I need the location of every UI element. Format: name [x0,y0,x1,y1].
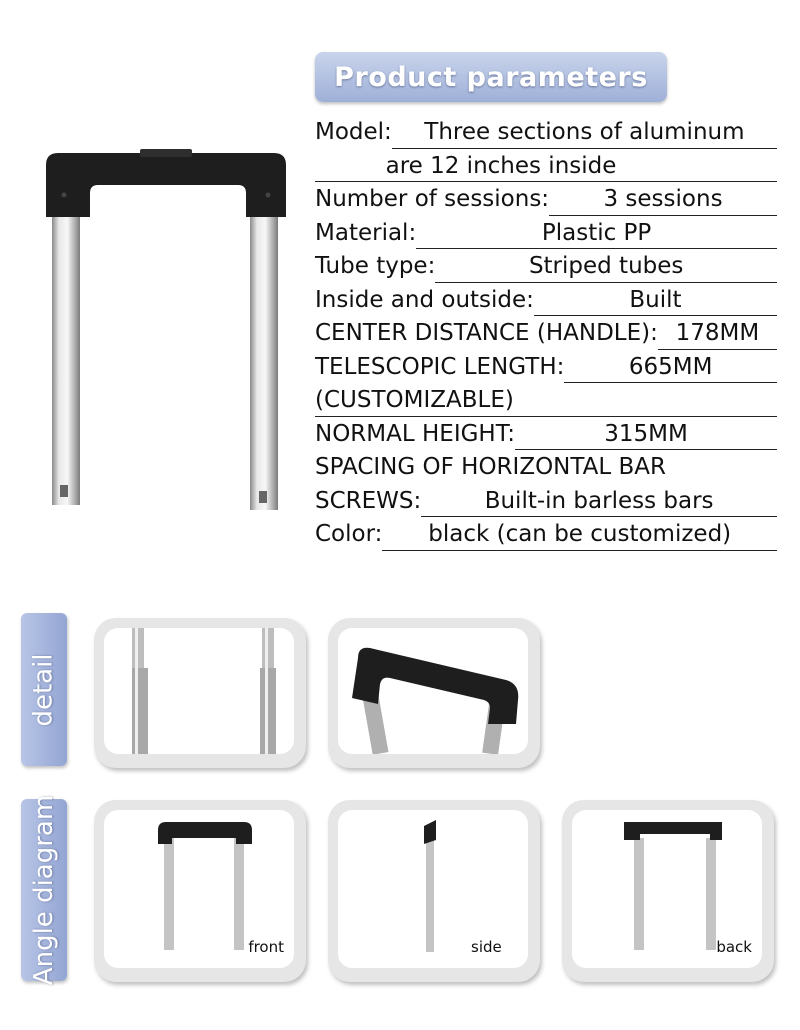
back-caption: back [716,938,752,956]
handle-closeup-image [338,628,528,754]
angle-back-frame [562,800,774,982]
param-model-cont: are 12 inches inside [315,151,777,185]
angle-side-frame [328,800,540,982]
parameters-list [315,117,777,553]
detail-tab: detail [21,613,67,766]
detail-image-tubes [94,618,306,768]
param-color: Color: black (can be customized) [315,519,777,553]
param-model: Model: Three sections of aluminum [315,117,777,151]
param-center-distance: CENTER DISTANCE (HANDLE): 178MM [315,318,777,352]
param-material: Material: Plastic PP [315,218,777,252]
product-parameters-title: Product parameters [315,52,667,102]
detail-image-handle [328,618,540,768]
side-caption: side [471,938,502,956]
front-caption: front [248,938,284,956]
param-sessions: Number of sessions: 3 sessions [315,184,777,218]
product-image [40,145,300,520]
param-screws: SCREWS: Built-in barless bars [315,486,777,520]
param-normal-height: NORMAL HEIGHT: 315MM [315,419,777,453]
param-telescopic-length: TELESCOPIC LENGTH: 665MM [315,352,777,386]
tube-joint-image [104,628,294,754]
angle-front-frame [94,800,306,982]
angle-diagram-tab: Angle diagram [21,799,67,981]
param-customizable: (CUSTOMIZABLE) [315,385,777,419]
param-tube-type: Tube type: Striped tubes [315,251,777,285]
param-inside-outside: Inside and outside: Built [315,285,777,319]
param-spacing: SPACING OF HORIZONTAL BAR [315,454,666,480]
